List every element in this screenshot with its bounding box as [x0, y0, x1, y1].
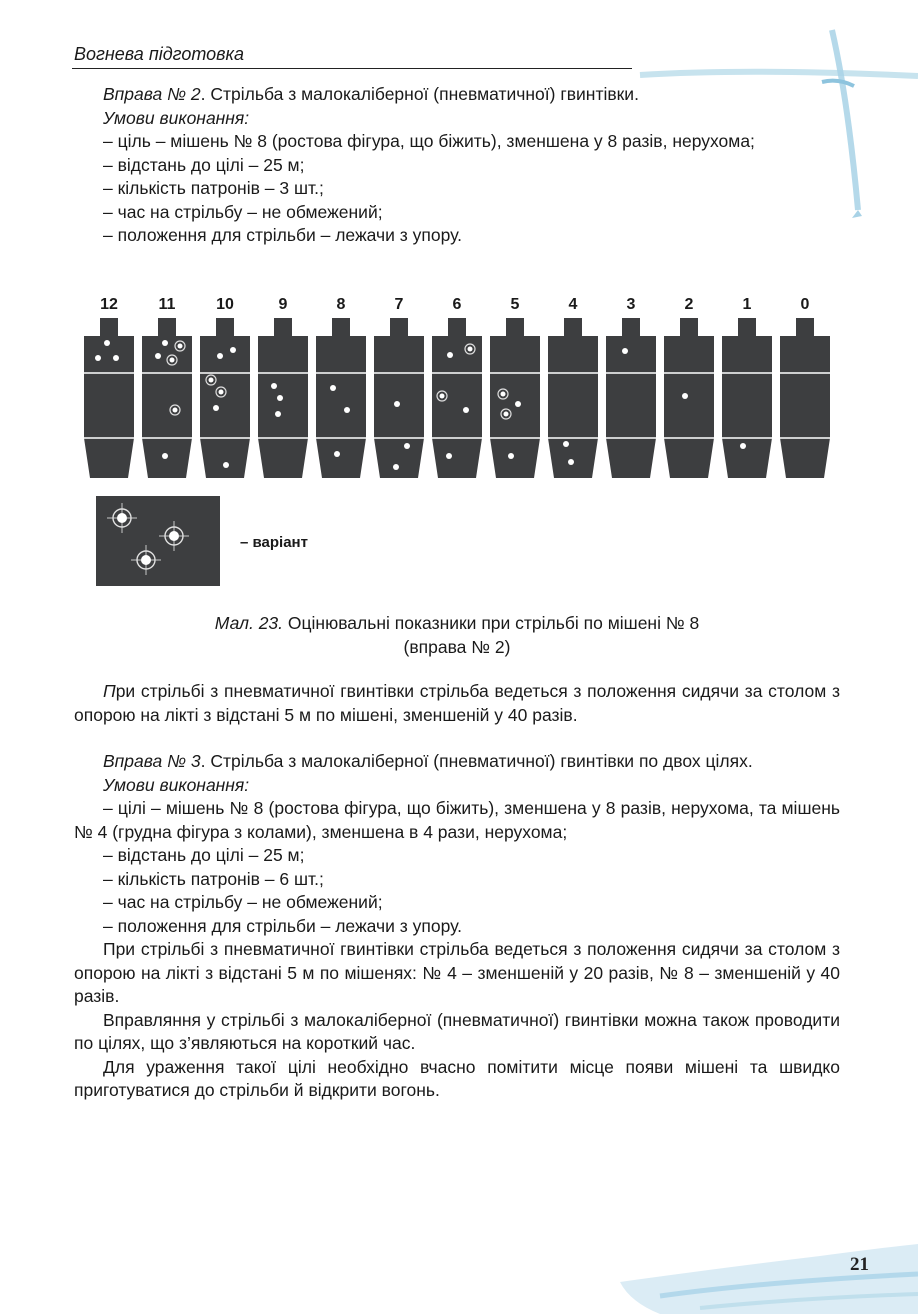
score-label: 9	[278, 296, 288, 313]
condition-item: – час на стрільбу – не обмежений;	[103, 892, 383, 912]
bullet-hole	[622, 348, 628, 354]
exercise-3-title: Вправа № 3	[103, 751, 201, 771]
target-silhouette	[490, 318, 540, 478]
bullet-hole	[344, 407, 350, 413]
caption-line-2: (вправа № 2)	[403, 636, 511, 657]
target-silhouette	[780, 318, 830, 478]
body-paragraph: Для ураження такої цілі необхідно вчасно помітити місце появи мішені та швидко приготуватися до стрільби й відкрити вогонь.	[74, 1056, 840, 1100]
exercise-2-title: Вправа № 2	[103, 84, 201, 104]
condition-item: – відстань до цілі – 25 м;	[103, 154, 305, 175]
condition-item: – час на стрільбу – не обмежений;	[103, 201, 383, 222]
bullet-hole	[217, 353, 223, 359]
condition-item: – цілі – мішень № 8 (ростова фігура, що біжить), зменшена у 8 разів, нерухома, та мішень № 4 (грудна фігура з колами), зменшена в 4 рази, нерухома;	[74, 798, 840, 842]
condition-item: – положення для стрільби – лежачи з упору.	[103, 225, 462, 245]
target-body	[606, 318, 656, 478]
target-silhouette	[606, 318, 656, 478]
hit-mark-icon	[159, 521, 189, 551]
bullet-hole	[404, 443, 410, 449]
score-label: 6	[452, 296, 462, 313]
target-silhouette	[432, 318, 482, 478]
body-paragraph: При стрільбі з пневматичної гвинтівки стрільба ведеться з положення сидячи за столом з опорою на лікті з відстані 5 м по мішенях: № 4 – зменшеній у 20 разів, № 8 – зменшеній у 40 разів.	[74, 939, 840, 1006]
bullet-hole	[446, 453, 452, 459]
bullet-hole	[178, 344, 183, 349]
hit-mark-icon	[131, 545, 161, 575]
caption-text: Оцінювальні показники при стрільбі по мішені № 8	[283, 613, 700, 633]
bullet-hole	[682, 393, 688, 399]
paragraph-text: ри стрільбі з пневматичної гвинтівки стрільба ведеться з положення сидячи за столом з опорою на лікті з відстані 5 м по мішені, зменшеній у 40 разів.	[74, 681, 840, 725]
bullet-hole	[330, 385, 336, 391]
exercise-2-subtitle: . Стрільба з малокаліберної (пневматичної) гвинтівки.	[200, 84, 639, 104]
variant-legend-image	[96, 496, 220, 586]
bullet-hole	[334, 451, 340, 457]
score-label: 8	[336, 296, 346, 313]
condition-item: – кількість патронів – 3 шт.;	[103, 178, 324, 198]
conditions-label: Умови виконання:	[103, 774, 250, 795]
wave-decoration	[600, 1210, 918, 1314]
exercise-2-block	[74, 83, 840, 248]
target-body	[548, 318, 598, 478]
score-label: 4	[568, 296, 578, 313]
target-body	[432, 318, 482, 478]
bullet-hole	[104, 340, 110, 346]
bullet-hole	[223, 462, 229, 468]
page-number: 21	[850, 1254, 869, 1275]
condition-item: – відстань до цілі – 25 м;	[103, 845, 305, 865]
bullet-hole	[740, 443, 746, 449]
bullet-hole	[162, 340, 168, 346]
target-body	[374, 318, 424, 478]
bullet-hole	[95, 355, 101, 361]
bullet-hole	[501, 392, 506, 397]
condition-item: – положення для стрільби – лежачи з упору.	[103, 915, 462, 936]
bullet-hole	[515, 401, 521, 407]
bullet-hole	[155, 353, 161, 359]
header-rule	[72, 68, 632, 69]
bullet-hole	[219, 390, 224, 395]
caption-number: Мал. 23.	[214, 613, 284, 633]
bullet-hole	[440, 394, 445, 399]
bullet-hole	[563, 441, 569, 447]
bullet-hole	[568, 459, 574, 465]
target-silhouette	[664, 318, 714, 478]
score-label: 10	[216, 296, 234, 313]
running-header: Вогнева підготовка	[74, 44, 245, 64]
score-label: 0	[800, 296, 810, 313]
score-label: 5	[510, 296, 520, 313]
target-silhouette	[374, 318, 424, 478]
bullet-hole	[113, 355, 119, 361]
condition-item: – ціль – мішень № 8 (ростова фігура, що біжить), зменшена у 8 разів, нерухома;	[103, 131, 755, 151]
score-label: 11	[158, 296, 176, 313]
target-body	[664, 318, 714, 478]
conditions-label: Умови виконання:	[103, 107, 250, 128]
bullet-hole	[447, 352, 453, 358]
bullet-hole	[463, 407, 469, 413]
bullet-hole	[468, 347, 473, 352]
target-body	[316, 318, 366, 478]
bullet-hole	[170, 358, 175, 363]
score-label: 1	[742, 296, 752, 313]
exercise-3-subtitle: . Стрільба з малокаліберної (пневматичної) гвинтівки по двох цілях.	[200, 751, 753, 771]
target-silhouette	[722, 318, 772, 478]
bullet-hole	[275, 411, 281, 417]
score-label: 2	[684, 296, 694, 313]
paragraph-initial: П	[103, 681, 116, 701]
target-body	[780, 318, 830, 478]
target-silhouette	[548, 318, 598, 478]
condition-item: – кількість патронів – 6 шт.;	[103, 868, 324, 889]
target-silhouette	[200, 318, 250, 478]
target-silhouette	[316, 318, 366, 478]
score-label: 3	[626, 296, 636, 313]
figure-caption	[74, 612, 840, 659]
bullet-hole	[173, 408, 178, 413]
bullet-hole	[271, 383, 277, 389]
score-label: 7	[394, 296, 404, 313]
hit-mark-icon	[107, 503, 137, 533]
score-label: 12	[100, 296, 118, 313]
exercise-3-block	[74, 750, 840, 1103]
bullet-hole	[230, 347, 236, 353]
target-body	[722, 318, 772, 478]
bullet-hole	[277, 395, 283, 401]
target-body	[490, 318, 540, 478]
target-silhouettes	[80, 318, 840, 480]
variant-label: – варіант	[240, 534, 308, 551]
target-body	[200, 318, 250, 478]
bullet-hole	[209, 378, 214, 383]
bullet-hole	[162, 453, 168, 459]
body-paragraph: Вправляння у стрільбі з малокаліберної (пневматичної) гвинтівки можна також проводити по цілях, що з’являються на короткий час.	[74, 1009, 840, 1053]
bullet-hole	[504, 412, 509, 417]
bullet-hole	[213, 405, 219, 411]
bullet-hole	[394, 401, 400, 407]
pneumatic-paragraph	[74, 680, 840, 727]
bullet-hole	[508, 453, 514, 459]
score-labels	[80, 296, 840, 316]
bullet-hole	[393, 464, 399, 470]
